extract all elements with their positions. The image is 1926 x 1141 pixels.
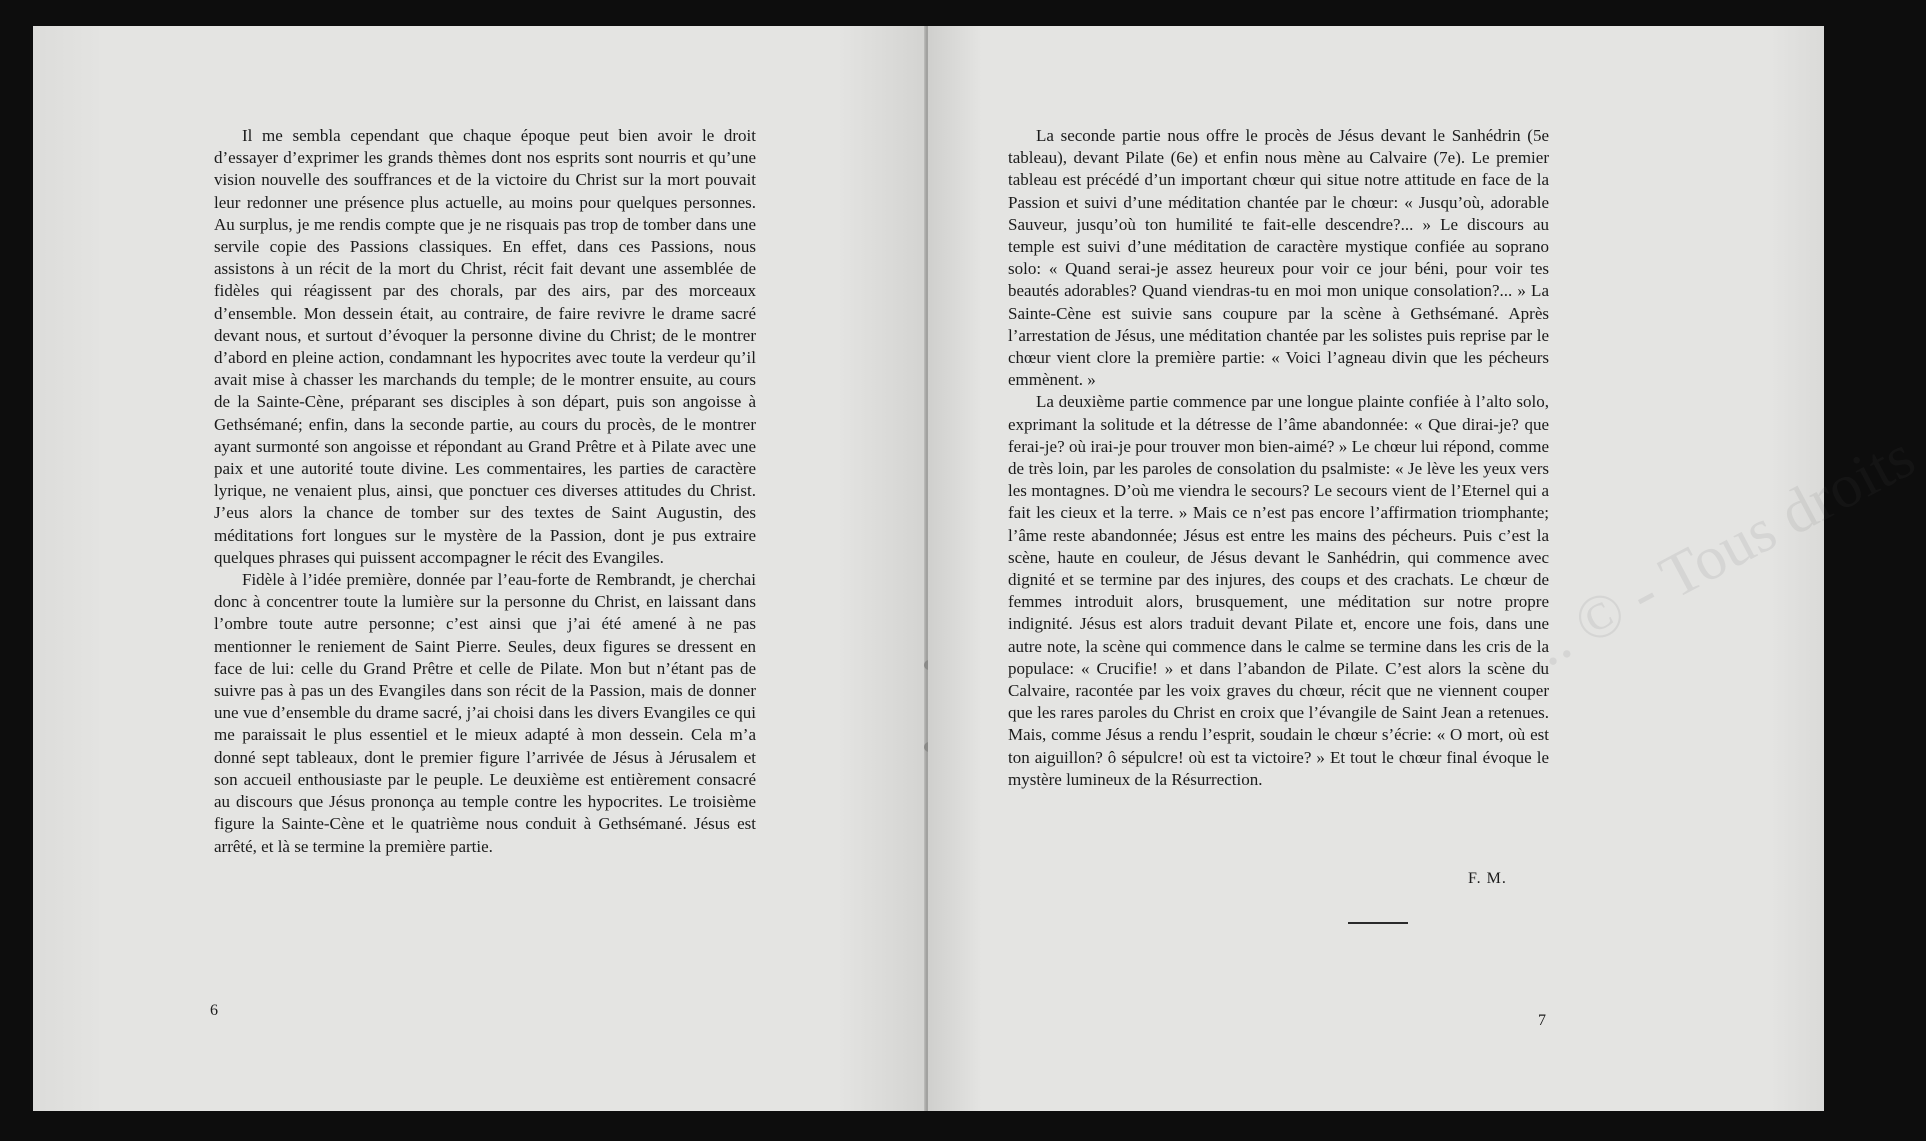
- author-signature: F. M.: [1468, 870, 1507, 887]
- page-number-left: 6: [210, 1002, 218, 1019]
- right-paragraph-1: La seconde partie nous offre le procès de Jésus devant le Sanhédrin (5e tableau), devant Pilate (6e) et enfin nous mène au Calvaire (7e). Le premier tableau est précédé d’un important chœur qui situe notre attitude en face de la Passion et suivi d’une méditation chantée par le chœur: « Jusqu’où, adorable Sauveur, jusqu’où ton humilité te fait-elle descendre?... » Le discours au temple est suivi d’une méditation de caractère mystique confiée au soprano solo: « Quand serai-je assez heureux pour voir ce jour béni, pour voir tes beautés adorables? Quand viendras-tu en moi mon unique consolation?... » La Sainte-Cène est suivie sans coupure par la scène à Gethsémané. Après l’arrestation de Jésus, une méditation chantée par les solistes puis reprise par le chœur vient clore la première partie: « Voici l’agneau divin que les pécheurs emmènent. »: [1008, 126, 1549, 390]
- left-paragraph-2: Fidèle à l’idée première, donnée par l’eau-forte de Rembrandt, je cherchai donc à concentrer toute la lumière sur la personne du Christ, en laissant dans l’ombre toute autre personne; c’est ainsi que j’ai été amené à ne pas mentionner le reniement de Saint Pierre. Seules, deux figures se dressent en face de lui: celle du Grand Prêtre et celle de Pilate. Mon but n’étant pas de suivre pas à pas un des Evangiles dans son récit de la Passion, mais de donner une vue d’ensemble du drame sacré, j’ai choisi dans les divers Evangiles ce qui me paraissait le plus essentiel et le mieux adapté à mon dessein. Cela m’a donné sept tableaux, dont le premier figure l’arrivée de Jésus à Jérusalem et son accueil enthousiaste par le peuple. Le deuxième est entièrement consacré au discours que Jésus prononça au temple contre les hypocrites. Le troisième figure la Sainte-Cène et le quatrième nous conduit à Gethsémané. Jésus est arrêté, et là se termine la première partie.: [214, 570, 756, 856]
- right-paragraph-2: La deuxième partie commence par une longue plainte confiée à l’alto solo, exprimant la solitude et la détresse de l’âme abandonnée: « Que dirai-je? que ferai-je? où irai-je pour trouver mon bien-aimé? » Le chœur lui répond, comme de très loin, par les paroles de consolation du psalmiste: « Je lève les yeux vers les montagnes. D’où me viendra le secours? Le secours vient de l’Eternel qui a fait les cieux et la terre. » Mais ce n’est pas encore l’affirmation triomphante; l’âme reste abandonnée; Jésus est entre les mains des pécheurs. Puis c’est la scène, haute en couleur, de Jésus devant le Sanhédrin, qui commence avec dignité et se termine par des injures, des coups et des crachats. Le chœur de femmes introduit alors, brusquement, une méditation sur notre propre indignité. Jésus est alors traduit devant Pilate et, encore une fois, dans une autre note, la scène qui commence dans le calme se termine dans les cris de la populace: « Crucifie! » et dans l’abandon de Pilate. C’est alors la scène du Calvaire, racontée par les voix graves du chœur, récit que ne viennent couper que les rares paroles du Christ en croix que l’évangile de Saint Jean a retenues. Mais, comme Jésus a rendu l’esprit, soudain le chœur s’écrie: « O mort, où est ton aiguillon? ô sépulcre! où est ta victoire? » Et tout le chœur final évoque le mystère lumineux de la Résurrection.: [1008, 392, 1549, 789]
- copyright-watermark: ... © - Tous droits: [1508, 422, 1926, 687]
- right-page-body: [1008, 125, 1549, 791]
- left-page: [33, 26, 926, 1111]
- page-number-right: 7: [1538, 1012, 1546, 1029]
- end-rule: [1348, 922, 1408, 924]
- left-page-body: [214, 125, 756, 858]
- left-paragraph-1: Il me sembla cependant que chaque époque peut bien avoir le droit d’essayer d’exprimer les grands thèmes dont nos esprits sont nourris et qu’une vision nouvelle des souffrances et de la victoire du Christ sur la mort pouvait leur redonner une présence plus actuelle, au moins pour quelques personnes. Au surplus, je me rendis compte que je ne risquais pas trop de tomber dans une servile copie des Passions classiques. En effet, dans ces Passions, nous assistons à un récit de la mort du Christ, récit fait devant une assemblée de fidèles qui réagissent par des chorals, par des airs, par des morceaux d’ensemble. Mon dessein était, au contraire, de faire revivre le drame sacré devant nous, et surtout d’évoquer la personne divine du Christ; de le montrer d’abord en pleine action, condamnant les hypocrites avec toute la verdeur qu’il avait mise à chasser les marchands du temple; de le montrer ensuite, au cours de la Sainte-Cène, préparant ses disciples à son départ, puis son angoisse à Gethsémané; enfin, dans la seconde partie, au cours du procès, de le montrer ayant surmonté son angoisse et répondant au Grand Prêtre et à Pilate avec une paix et une autorité toute divine. Les commentaires, les parties de caractère lyrique, ne venaient plus, ainsi, que ponctuer ces diverses attitudes du Christ. J’eus alors la chance de tomber sur des textes de Saint Augustin, des méditations fort longues sur le mystère de la Passion, dont je pus extraire quelques phrases qui puissent accompagner le récit des Evangiles.: [214, 126, 756, 567]
- right-page: [928, 26, 1926, 1111]
